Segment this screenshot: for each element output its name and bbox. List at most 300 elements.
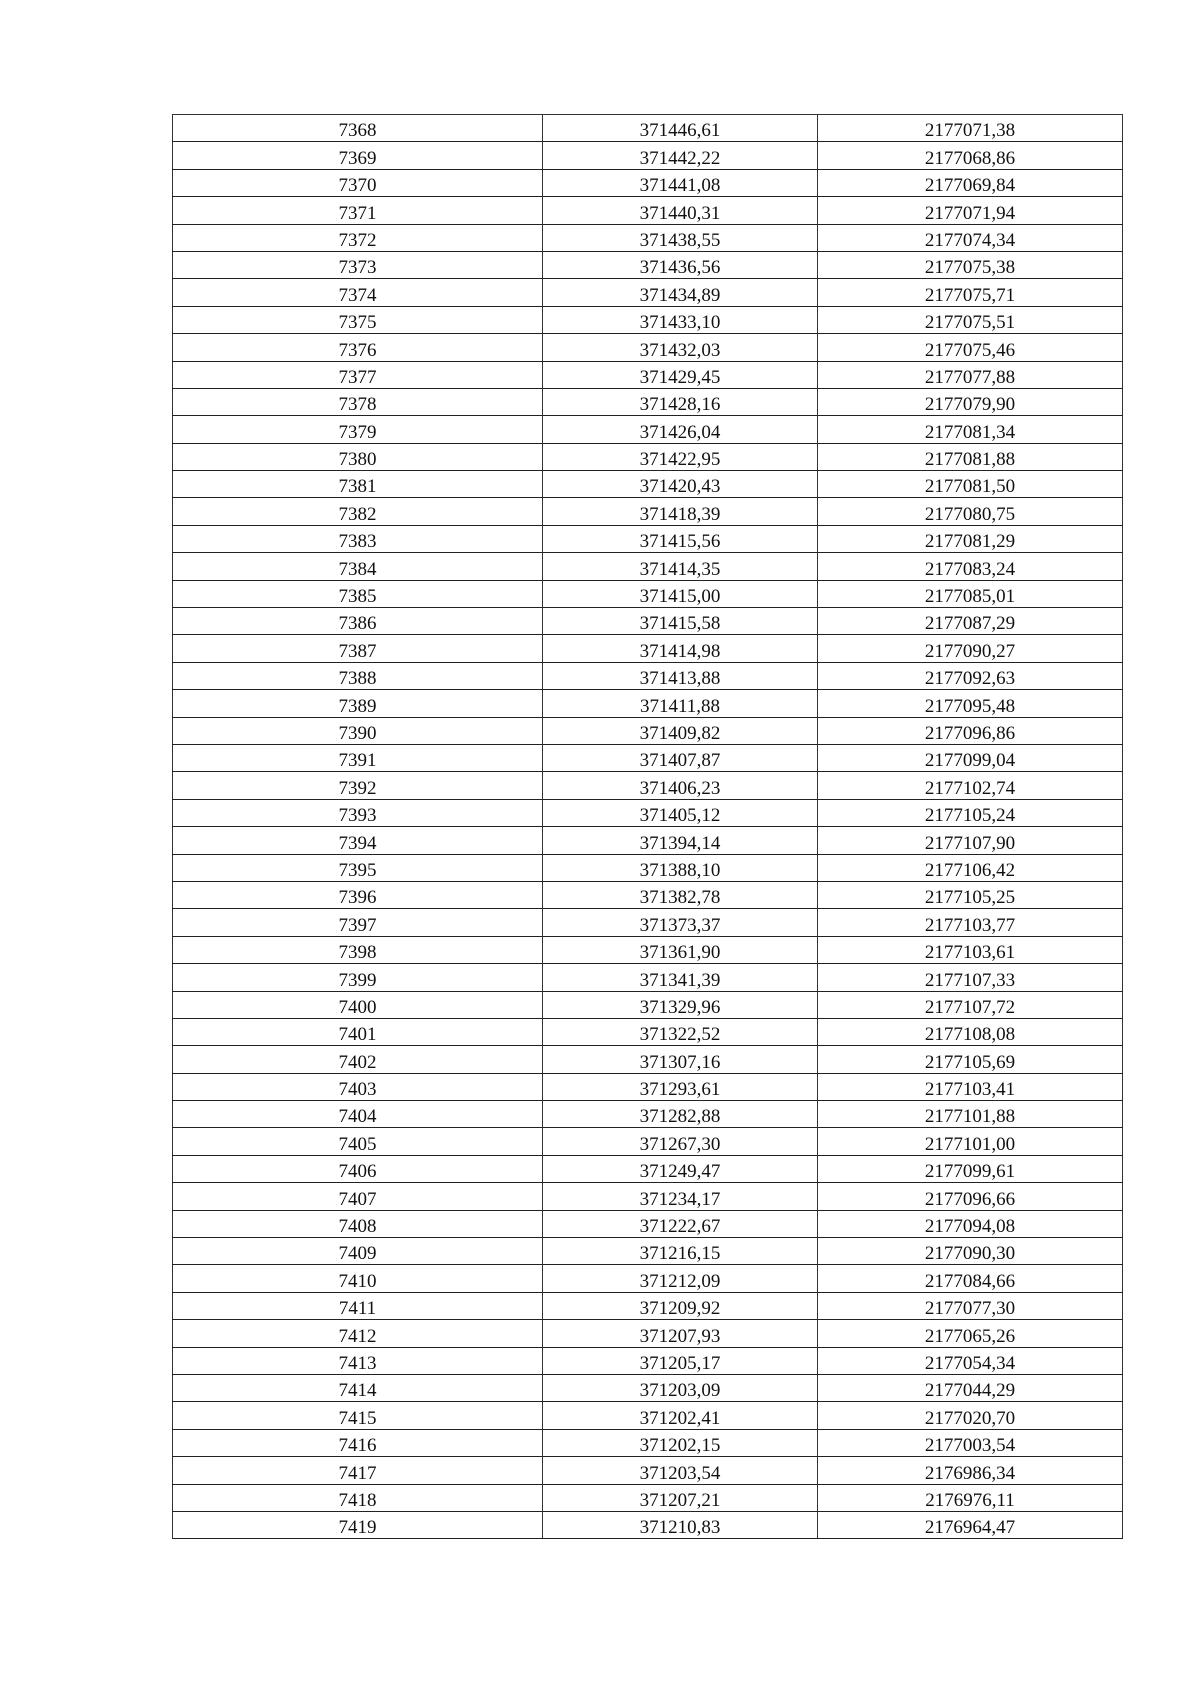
x-coordinate-value: 371209,92: [639, 1298, 721, 1320]
x-coordinate-cell: [543, 799, 818, 826]
point-number-cell: [173, 1292, 543, 1319]
coordinates-table: [172, 114, 1123, 1539]
x-coordinate-value: 371361,90: [639, 942, 721, 964]
y-coordinate-value: 2177101,00: [924, 1133, 1016, 1155]
x-coordinate-cell: [543, 1046, 818, 1073]
x-coordinate-value: 371415,56: [639, 531, 721, 553]
y-coordinate-cell: [818, 1511, 1123, 1538]
y-coordinate-value: 2177079,90: [924, 394, 1016, 416]
x-coordinate-cell: [543, 690, 818, 717]
y-coordinate-cell: [818, 991, 1123, 1018]
y-coordinate-value: 2177071,38: [924, 120, 1016, 142]
table-row: [173, 525, 1123, 552]
table-row: [173, 881, 1123, 908]
table-row: [173, 224, 1123, 251]
x-coordinate-cell: [543, 1155, 818, 1182]
table-row: [173, 991, 1123, 1018]
y-coordinate-value: 2177092,63: [924, 668, 1016, 690]
x-coordinate-value: 371414,35: [639, 558, 721, 580]
x-coordinate-cell: [543, 827, 818, 854]
point-number-value: 7402: [338, 1051, 377, 1073]
y-coordinate-cell: [818, 1073, 1123, 1100]
point-number-value: 7398: [338, 942, 377, 964]
point-number-value: 7388: [338, 668, 377, 690]
x-coordinate-cell: [543, 991, 818, 1018]
point-number-cell: [173, 443, 543, 470]
y-coordinate-cell: [818, 690, 1123, 717]
x-coordinate-cell: [543, 224, 818, 251]
y-coordinate-value: 2176964,47: [924, 1517, 1016, 1539]
x-coordinate-cell: [543, 388, 818, 415]
point-number-value: 7397: [338, 914, 377, 936]
x-coordinate-cell: [543, 1320, 818, 1347]
point-number-value: 7391: [338, 750, 377, 772]
y-coordinate-value: 2177077,88: [924, 366, 1016, 388]
point-number-cell: [173, 1238, 543, 1265]
table-row: [173, 115, 1123, 142]
table-row: [173, 1320, 1123, 1347]
table-row: [173, 498, 1123, 525]
x-coordinate-value: 371442,22: [639, 147, 721, 169]
point-number-cell: [173, 635, 543, 662]
y-coordinate-cell: [818, 744, 1123, 771]
point-number-cell: [173, 416, 543, 443]
point-number-value: 7396: [338, 887, 377, 909]
point-number-cell: [173, 1511, 543, 1538]
table-row: [173, 909, 1123, 936]
y-coordinate-value: 2177090,30: [924, 1243, 1016, 1265]
y-coordinate-value: 2177083,24: [924, 558, 1016, 580]
y-coordinate-cell: [818, 525, 1123, 552]
y-coordinate-value: 2177105,24: [924, 805, 1016, 827]
point-number-value: 7406: [338, 1161, 377, 1183]
x-coordinate-cell: [543, 1374, 818, 1401]
x-coordinate-cell: [543, 416, 818, 443]
x-coordinate-cell: [543, 964, 818, 991]
x-coordinate-cell: [543, 1183, 818, 1210]
point-number-value: 7378: [338, 394, 377, 416]
x-coordinate-cell: [543, 251, 818, 278]
point-number-value: 7413: [338, 1352, 377, 1374]
y-coordinate-value: 2177103,61: [924, 942, 1016, 964]
point-number-cell: [173, 1429, 543, 1456]
y-coordinate-cell: [818, 224, 1123, 251]
y-coordinate-value: 2177044,29: [924, 1380, 1016, 1402]
x-coordinate-cell: [543, 471, 818, 498]
y-coordinate-cell: [818, 1210, 1123, 1237]
x-coordinate-cell: [543, 306, 818, 333]
y-coordinate-value: 2177081,34: [924, 421, 1016, 443]
table-row: [173, 1511, 1123, 1538]
point-number-value: 7375: [338, 312, 377, 334]
table-row: [173, 1292, 1123, 1319]
y-coordinate-value: 2177101,88: [924, 1106, 1016, 1128]
table-row: [173, 388, 1123, 415]
table-row: [173, 1210, 1123, 1237]
y-coordinate-cell: [818, 553, 1123, 580]
point-number-value: 7419: [338, 1517, 377, 1539]
y-coordinate-cell: [818, 1457, 1123, 1484]
point-number-value: 7377: [338, 366, 377, 388]
point-number-value: 7370: [338, 175, 377, 197]
x-coordinate-cell: [543, 169, 818, 196]
y-coordinate-value: 2176986,34: [924, 1462, 1016, 1484]
x-coordinate-cell: [543, 1402, 818, 1429]
point-number-value: 7379: [338, 421, 377, 443]
y-coordinate-value: 2177075,46: [924, 339, 1016, 361]
y-coordinate-value: 2177095,48: [924, 695, 1016, 717]
y-coordinate-cell: [818, 1484, 1123, 1511]
x-coordinate-cell: [543, 772, 818, 799]
point-number-value: 7416: [338, 1435, 377, 1457]
point-number-value: 7385: [338, 586, 377, 608]
y-coordinate-cell: [818, 142, 1123, 169]
x-coordinate-value: 371203,09: [639, 1380, 721, 1402]
y-coordinate-cell: [818, 1046, 1123, 1073]
x-coordinate-value: 371446,61: [639, 120, 721, 142]
point-number-value: 7368: [338, 120, 377, 142]
x-coordinate-cell: [543, 553, 818, 580]
y-coordinate-value: 2177003,54: [924, 1435, 1016, 1457]
y-coordinate-cell: [818, 115, 1123, 142]
point-number-value: 7414: [338, 1380, 377, 1402]
x-coordinate-value: 371307,16: [639, 1051, 721, 1073]
y-coordinate-value: 2177074,34: [924, 229, 1016, 251]
table-row: [173, 964, 1123, 991]
x-coordinate-value: 371433,10: [639, 312, 721, 334]
y-coordinate-cell: [818, 197, 1123, 224]
point-number-cell: [173, 224, 543, 251]
x-coordinate-value: 371441,08: [639, 175, 721, 197]
table-row: [173, 1155, 1123, 1182]
table-row: [173, 1402, 1123, 1429]
point-number-cell: [173, 717, 543, 744]
point-number-cell: [173, 471, 543, 498]
y-coordinate-value: 2177099,04: [924, 750, 1016, 772]
point-number-value: 7410: [338, 1270, 377, 1292]
x-coordinate-value: 371210,83: [639, 1517, 721, 1539]
y-coordinate-cell: [818, 1238, 1123, 1265]
x-coordinate-cell: [543, 744, 818, 771]
table-row: [173, 471, 1123, 498]
y-coordinate-cell: [818, 881, 1123, 908]
y-coordinate-cell: [818, 388, 1123, 415]
table-row: [173, 169, 1123, 196]
y-coordinate-cell: [818, 608, 1123, 635]
y-coordinate-value: 2177096,86: [924, 722, 1016, 744]
y-coordinate-value: 2177081,88: [924, 449, 1016, 471]
x-coordinate-value: 371422,95: [639, 449, 721, 471]
x-coordinate-value: 371341,39: [639, 969, 721, 991]
x-coordinate-cell: [543, 662, 818, 689]
point-number-cell: [173, 197, 543, 224]
table-row: [173, 1265, 1123, 1292]
point-number-cell: [173, 1210, 543, 1237]
x-coordinate-value: 371411,88: [639, 695, 721, 717]
y-coordinate-cell: [818, 416, 1123, 443]
table-row: [173, 279, 1123, 306]
y-coordinate-cell: [818, 1183, 1123, 1210]
table-row: [173, 1484, 1123, 1511]
table-row: [173, 635, 1123, 662]
table-row: [173, 1457, 1123, 1484]
point-number-value: 7381: [338, 476, 377, 498]
y-coordinate-value: 2177077,30: [924, 1298, 1016, 1320]
x-coordinate-value: 371426,04: [639, 421, 721, 443]
point-number-value: 7411: [338, 1298, 377, 1320]
x-coordinate-value: 371205,17: [639, 1352, 721, 1374]
point-number-cell: [173, 1402, 543, 1429]
x-coordinate-value: 371382,78: [639, 887, 721, 909]
point-number-value: 7380: [338, 449, 377, 471]
x-coordinate-value: 371267,30: [639, 1133, 721, 1155]
x-coordinate-value: 371222,67: [639, 1216, 721, 1238]
x-coordinate-value: 371207,21: [639, 1489, 721, 1511]
x-coordinate-value: 371212,09: [639, 1270, 721, 1292]
table-row: [173, 553, 1123, 580]
y-coordinate-cell: [818, 936, 1123, 963]
x-coordinate-cell: [543, 635, 818, 662]
point-number-value: 7399: [338, 969, 377, 991]
y-coordinate-cell: [818, 717, 1123, 744]
x-coordinate-value: 371293,61: [639, 1079, 721, 1101]
point-number-cell: [173, 744, 543, 771]
point-number-cell: [173, 1265, 543, 1292]
y-coordinate-value: 2177080,75: [924, 503, 1016, 525]
y-coordinate-cell: [818, 334, 1123, 361]
point-number-value: 7394: [338, 832, 377, 854]
point-number-value: 7412: [338, 1325, 377, 1347]
x-coordinate-cell: [543, 361, 818, 388]
table-row: [173, 690, 1123, 717]
point-number-value: 7374: [338, 284, 377, 306]
y-coordinate-value: 2177103,77: [924, 914, 1016, 936]
x-coordinate-cell: [543, 717, 818, 744]
y-coordinate-value: 2177069,84: [924, 175, 1016, 197]
point-number-value: 7393: [338, 805, 377, 827]
point-number-cell: [173, 608, 543, 635]
point-number-cell: [173, 279, 543, 306]
point-number-cell: [173, 909, 543, 936]
y-coordinate-cell: [818, 799, 1123, 826]
y-coordinate-cell: [818, 1429, 1123, 1456]
point-number-cell: [173, 1073, 543, 1100]
point-number-cell: [173, 251, 543, 278]
point-number-value: 7403: [338, 1079, 377, 1101]
point-number-value: 7383: [338, 531, 377, 553]
table-row: [173, 1347, 1123, 1374]
x-coordinate-value: 371216,15: [639, 1243, 721, 1265]
x-coordinate-cell: [543, 1128, 818, 1155]
y-coordinate-cell: [818, 251, 1123, 278]
x-coordinate-value: 371440,31: [639, 202, 721, 224]
y-coordinate-value: 2177065,26: [924, 1325, 1016, 1347]
point-number-value: 7386: [338, 613, 377, 635]
x-coordinate-cell: [543, 1265, 818, 1292]
y-coordinate-value: 2177087,29: [924, 613, 1016, 635]
x-coordinate-value: 371249,47: [639, 1161, 721, 1183]
y-coordinate-cell: [818, 498, 1123, 525]
y-coordinate-value: 2177107,72: [924, 996, 1016, 1018]
x-coordinate-value: 371434,89: [639, 284, 721, 306]
x-coordinate-value: 371207,93: [639, 1325, 721, 1347]
y-coordinate-value: 2177107,90: [924, 832, 1016, 854]
y-coordinate-value: 2176976,11: [925, 1489, 1015, 1511]
table-row: [173, 936, 1123, 963]
y-coordinate-cell: [818, 909, 1123, 936]
y-coordinate-value: 2177105,69: [924, 1051, 1016, 1073]
table-row: [173, 361, 1123, 388]
x-coordinate-value: 371329,96: [639, 996, 721, 1018]
x-coordinate-value: 371438,55: [639, 229, 721, 251]
table-row: [173, 608, 1123, 635]
table-row: [173, 142, 1123, 169]
x-coordinate-value: 371415,58: [639, 613, 721, 635]
point-number-cell: [173, 690, 543, 717]
y-coordinate-cell: [818, 1018, 1123, 1045]
point-number-value: 7376: [338, 339, 377, 361]
x-coordinate-value: 371428,16: [639, 394, 721, 416]
point-number-value: 7384: [338, 558, 377, 580]
x-coordinate-value: 371405,12: [639, 805, 721, 827]
table-row: [173, 717, 1123, 744]
x-coordinate-cell: [543, 279, 818, 306]
x-coordinate-value: 371429,45: [639, 366, 721, 388]
y-coordinate-cell: [818, 471, 1123, 498]
y-coordinate-cell: [818, 827, 1123, 854]
x-coordinate-value: 371373,37: [639, 914, 721, 936]
x-coordinate-value: 371234,17: [639, 1188, 721, 1210]
table-row: [173, 251, 1123, 278]
point-number-value: 7369: [338, 147, 377, 169]
point-number-value: 7401: [338, 1024, 377, 1046]
y-coordinate-cell: [818, 1292, 1123, 1319]
point-number-value: 7418: [338, 1489, 377, 1511]
point-number-cell: [173, 142, 543, 169]
point-number-value: 7417: [338, 1462, 377, 1484]
x-coordinate-value: 371414,98: [639, 640, 721, 662]
y-coordinate-value: 2177020,70: [924, 1407, 1016, 1429]
point-number-cell: [173, 1046, 543, 1073]
x-coordinate-cell: [543, 1484, 818, 1511]
x-coordinate-cell: [543, 1347, 818, 1374]
x-coordinate-value: 371388,10: [639, 859, 721, 881]
point-number-cell: [173, 1484, 543, 1511]
point-number-cell: [173, 525, 543, 552]
table-row: [173, 1183, 1123, 1210]
point-number-cell: [173, 306, 543, 333]
point-number-value: 7372: [338, 229, 377, 251]
point-number-value: 7389: [338, 695, 377, 717]
point-number-cell: [173, 1128, 543, 1155]
x-coordinate-value: 371282,88: [639, 1106, 721, 1128]
x-coordinate-cell: [543, 197, 818, 224]
point-number-cell: [173, 1457, 543, 1484]
x-coordinate-cell: [543, 1292, 818, 1319]
x-coordinate-cell: [543, 1018, 818, 1045]
point-number-cell: [173, 498, 543, 525]
y-coordinate-cell: [818, 1128, 1123, 1155]
x-coordinate-cell: [543, 443, 818, 470]
y-coordinate-cell: [818, 854, 1123, 881]
y-coordinate-value: 2177081,29: [924, 531, 1016, 553]
point-number-value: 7404: [338, 1106, 377, 1128]
y-coordinate-value: 2177084,66: [924, 1270, 1016, 1292]
y-coordinate-value: 2177105,25: [924, 887, 1016, 909]
point-number-cell: [173, 827, 543, 854]
x-coordinate-value: 371409,82: [639, 722, 721, 744]
table-row: [173, 744, 1123, 771]
point-number-cell: [173, 1018, 543, 1045]
point-number-cell: [173, 854, 543, 881]
table-row: [173, 827, 1123, 854]
y-coordinate-value: 2177096,66: [924, 1188, 1016, 1210]
y-coordinate-cell: [818, 361, 1123, 388]
point-number-cell: [173, 334, 543, 361]
table-row: [173, 772, 1123, 799]
x-coordinate-cell: [543, 936, 818, 963]
table-row: [173, 416, 1123, 443]
point-number-value: 7405: [338, 1133, 377, 1155]
y-coordinate-value: 2177081,50: [924, 476, 1016, 498]
x-coordinate-cell: [543, 1101, 818, 1128]
y-coordinate-value: 2177106,42: [924, 859, 1016, 881]
point-number-value: 7373: [338, 257, 377, 279]
table-row: [173, 1128, 1123, 1155]
point-number-cell: [173, 361, 543, 388]
x-coordinate-cell: [543, 1210, 818, 1237]
x-coordinate-value: 371202,15: [639, 1435, 721, 1457]
x-coordinate-value: 371413,88: [639, 668, 721, 690]
x-coordinate-value: 371420,43: [639, 476, 721, 498]
table-row: [173, 443, 1123, 470]
point-number-cell: [173, 169, 543, 196]
x-coordinate-value: 371418,39: [639, 503, 721, 525]
y-coordinate-value: 2177075,51: [924, 312, 1016, 334]
point-number-cell: [173, 1155, 543, 1182]
table-row: [173, 1046, 1123, 1073]
point-number-cell: [173, 1374, 543, 1401]
y-coordinate-value: 2177108,08: [924, 1024, 1016, 1046]
x-coordinate-cell: [543, 498, 818, 525]
table-row: [173, 1018, 1123, 1045]
x-coordinate-cell: [543, 115, 818, 142]
x-coordinate-cell: [543, 1073, 818, 1100]
point-number-cell: [173, 1101, 543, 1128]
x-coordinate-value: 371407,87: [639, 750, 721, 772]
table-row: [173, 1073, 1123, 1100]
y-coordinate-cell: [818, 1374, 1123, 1401]
y-coordinate-cell: [818, 1155, 1123, 1182]
point-number-cell: [173, 799, 543, 826]
y-coordinate-cell: [818, 169, 1123, 196]
y-coordinate-value: 2177094,08: [924, 1216, 1016, 1238]
point-number-value: 7371: [338, 202, 377, 224]
x-coordinate-value: 371394,14: [639, 832, 721, 854]
point-number-cell: [173, 881, 543, 908]
y-coordinate-value: 2177075,38: [924, 257, 1016, 279]
x-coordinate-cell: [543, 142, 818, 169]
y-coordinate-cell: [818, 635, 1123, 662]
point-number-cell: [173, 388, 543, 415]
point-number-value: 7395: [338, 859, 377, 881]
point-number-value: 7407: [338, 1188, 377, 1210]
y-coordinate-value: 2177103,41: [924, 1079, 1016, 1101]
x-coordinate-cell: [543, 1429, 818, 1456]
x-coordinate-value: 371415,00: [639, 586, 721, 608]
x-coordinate-cell: [543, 909, 818, 936]
y-coordinate-value: 2177054,34: [924, 1352, 1016, 1374]
